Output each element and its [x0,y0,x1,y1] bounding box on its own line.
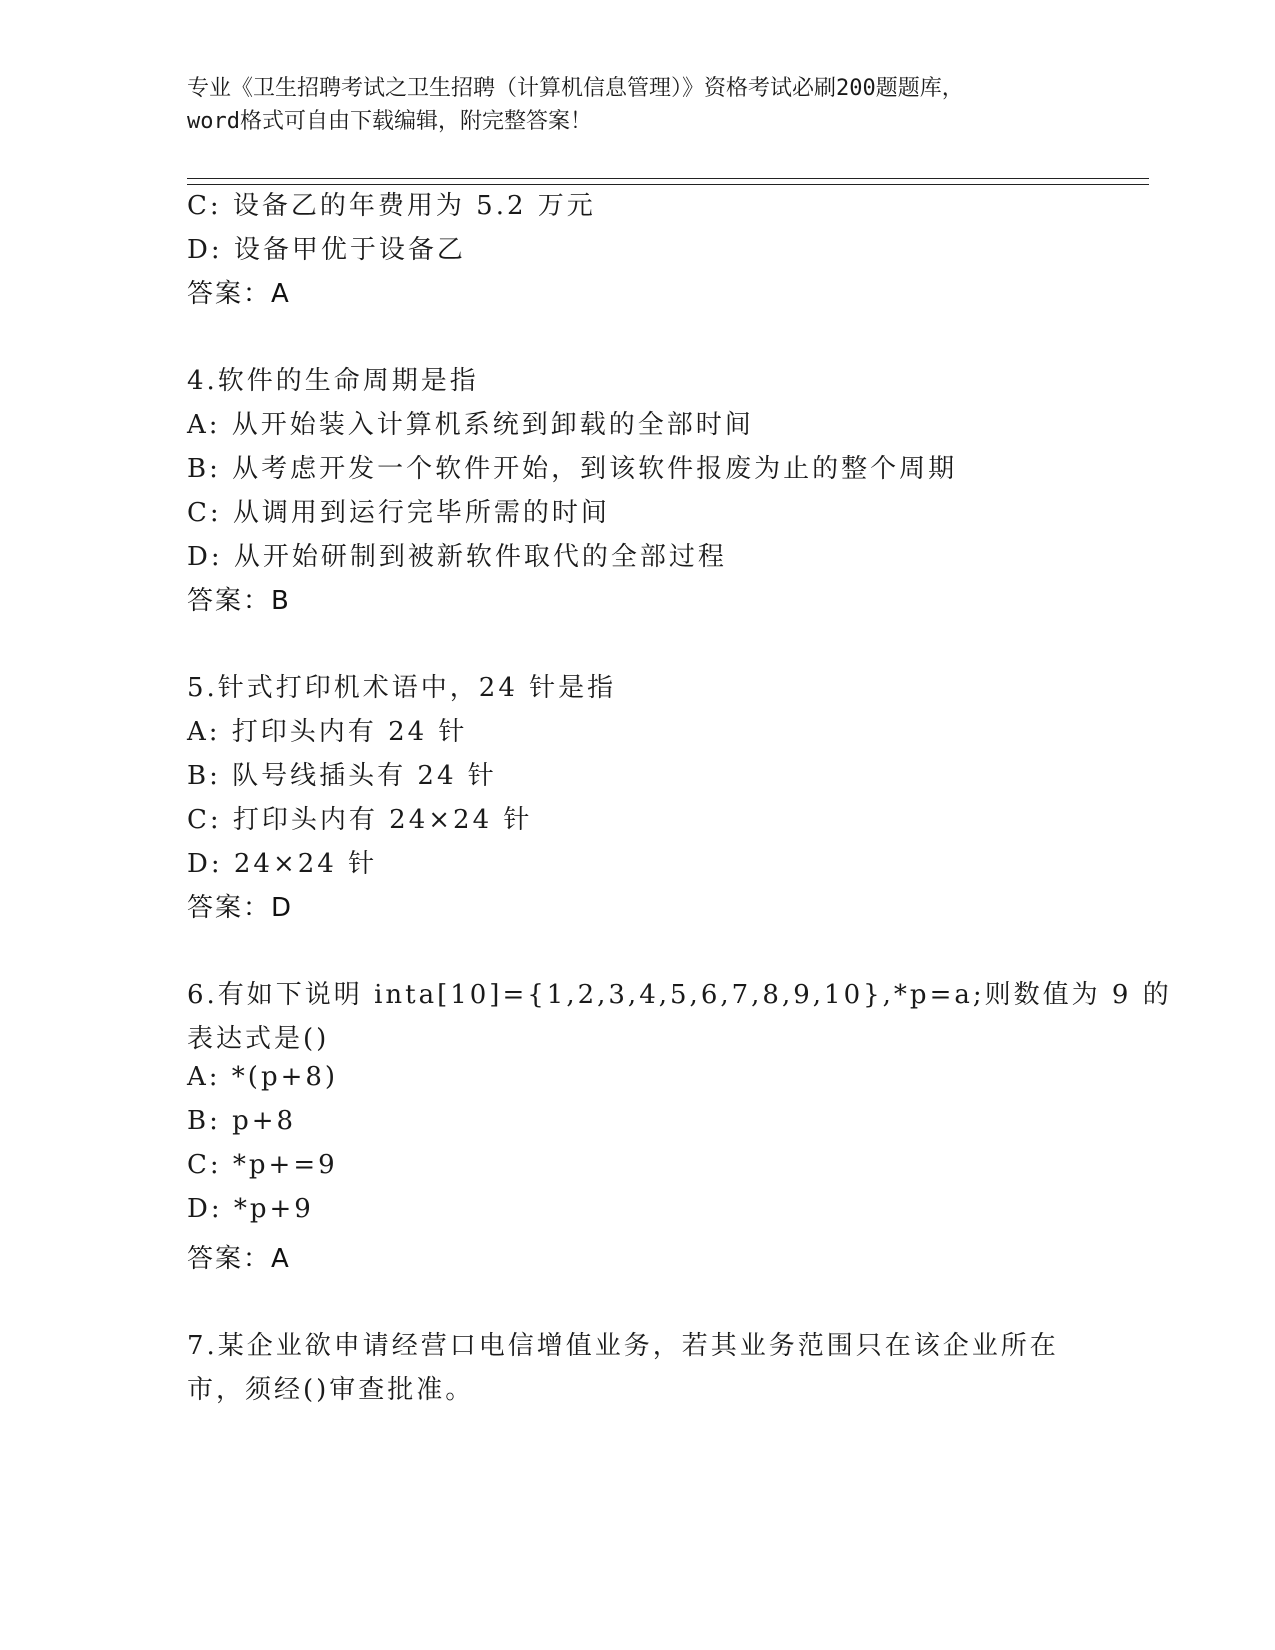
header-divider-top [187,178,1149,179]
header-title-line-1: 专业《卫生招聘考试之卫生招聘（计算机信息管理）》资格考试必刷200题题库， [187,76,964,101]
q5-option-d: D: 24×24 针 [187,849,378,879]
q5-answer: 答案：D [187,893,294,923]
q6-question-line-2: 表达式是() [187,1024,330,1054]
q3-answer: 答案：A [187,279,291,309]
q6-answer: 答案：A [187,1244,291,1274]
q7-question-line-1: 7.某企业欲申请经营口电信增值业务，若其业务范围只在该企业所在 [187,1331,1059,1361]
q5-question: 5.针式打印机术语中，24 针是指 [187,673,617,703]
q4-option-b: B: 从考虑开发一个软件开始，到该软件报废为止的整个周期 [187,454,958,484]
q4-question: 4.软件的生命周期是指 [187,366,479,396]
q7-question-line-2: 市，须经()审查批准。 [187,1375,475,1405]
document-header [187,72,1087,138]
q4-option-a: A: 从开始装入计算机系统到卸载的全部时间 [187,410,754,440]
q5-option-a: A: 打印头内有 24 针 [187,717,468,747]
header-title-line-2: word格式可自由下载编辑，附完整答案！ [187,109,592,134]
q6-option-c: C: *p+=9 [187,1150,338,1180]
q6-option-d: D: *p+9 [187,1194,314,1224]
q5-option-b: B: 队号线插头有 24 针 [187,761,497,791]
q6-question-line-1: 6.有如下说明 inta[10]={1,2,3,4,5,6,7,8,9,10},*p=a;则数值为 9 的 [187,980,1172,1010]
q5-option-c: C: 打印头内有 24×24 针 [187,805,533,835]
q6-option-b: B: p+8 [187,1106,297,1136]
q4-option-d: D: 从开始研制到被新软件取代的全部过程 [187,542,727,572]
q4-answer: 答案：B [187,586,291,616]
q6-option-a: A: *(p+8) [187,1062,339,1092]
q3-option-d: D: 设备甲优于设备乙 [187,235,466,265]
q4-option-c: C: 从调用到运行完毕所需的时间 [187,498,610,528]
q3-option-c: C: 设备乙的年费用为 5.2 万元 [187,191,596,221]
